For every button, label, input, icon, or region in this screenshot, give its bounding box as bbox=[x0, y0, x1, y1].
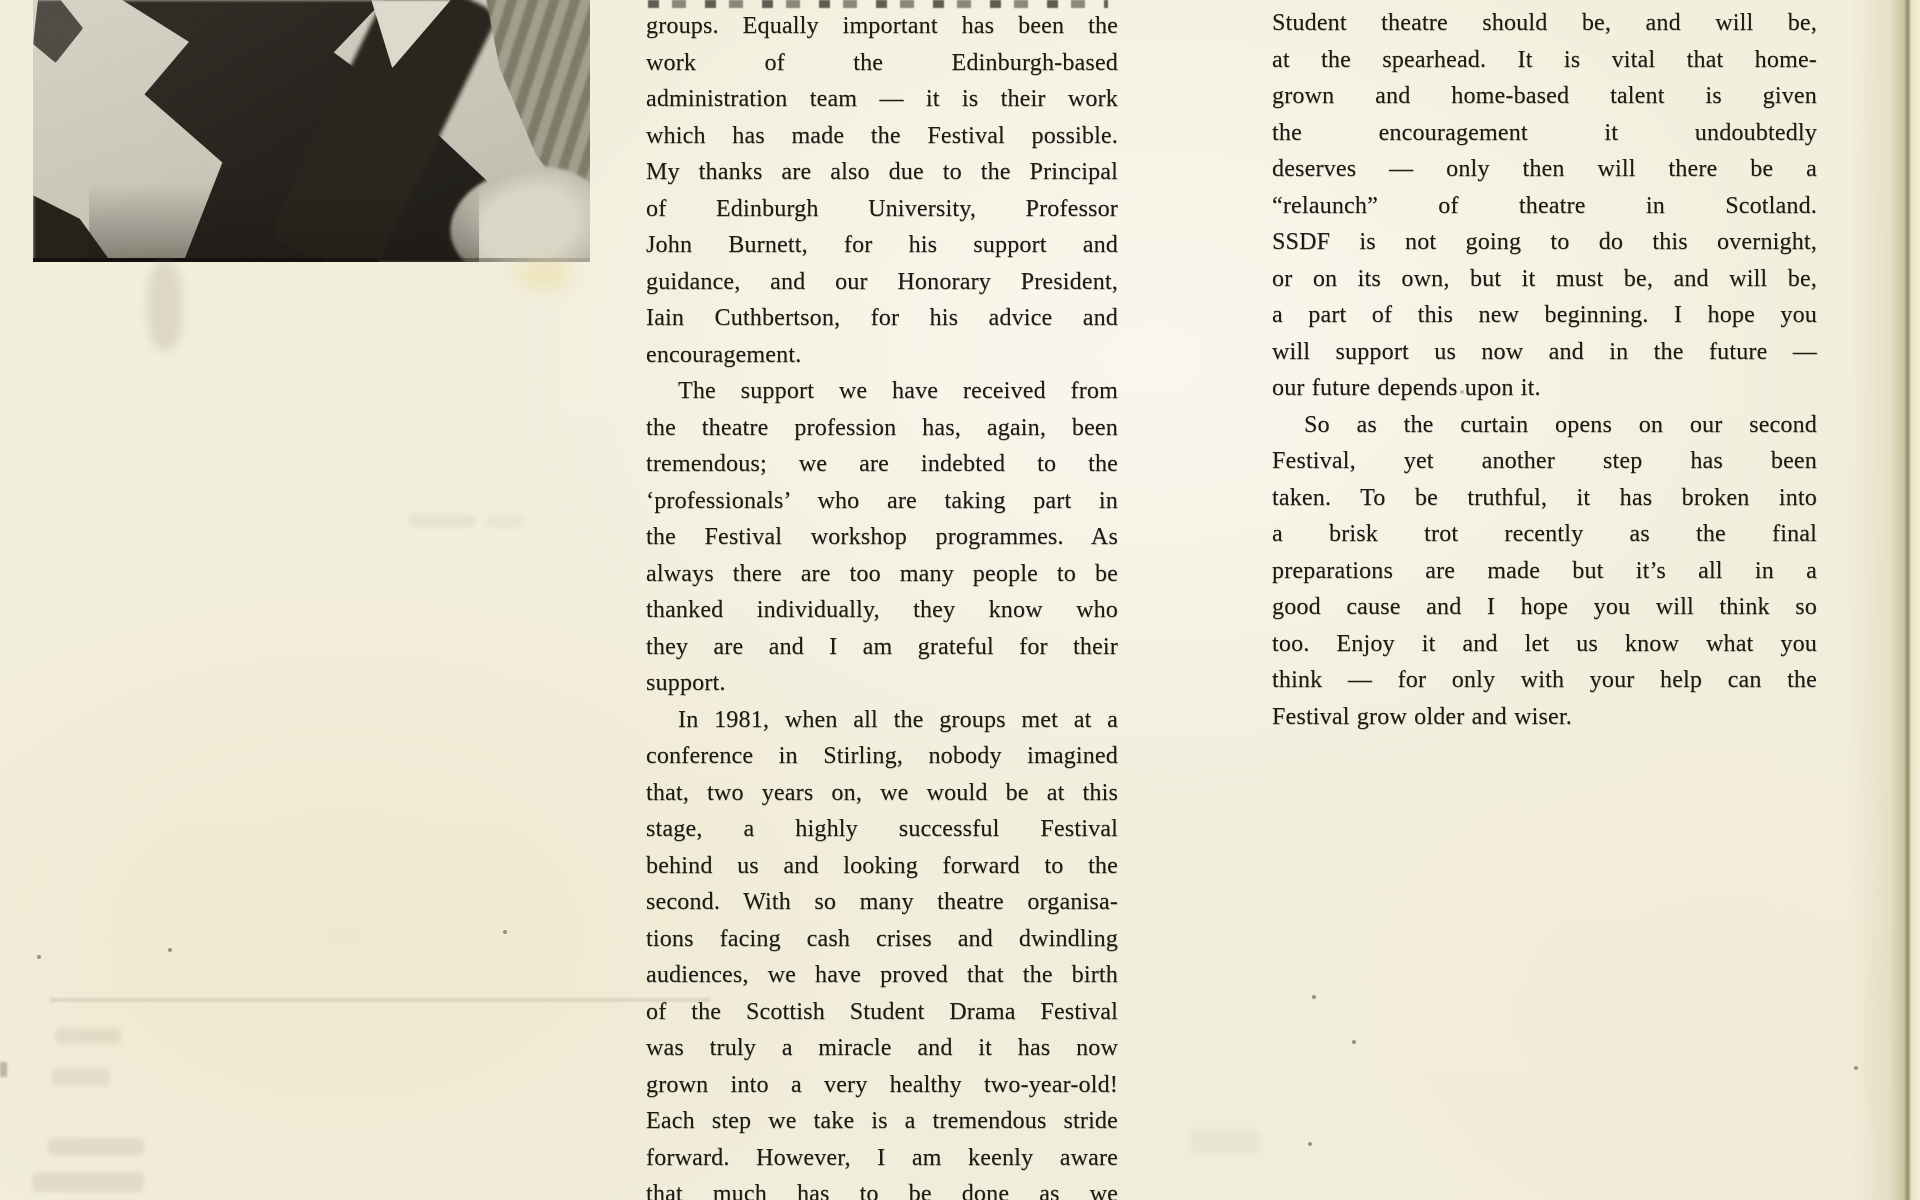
text-line: Festival, yet another step has been bbox=[1272, 448, 1817, 474]
paper-speck bbox=[1308, 1142, 1312, 1146]
text-line: preparations are made but it’s all in a bbox=[1272, 557, 1817, 584]
text-line: Student theatre should be, and will be, bbox=[1272, 10, 1817, 36]
text-line: that, two years on, we would be at this bbox=[646, 779, 1118, 806]
text-line: In 1981, when all the groups met at a bbox=[678, 706, 1118, 733]
text-line: of the Scottish Student Drama Festival bbox=[646, 998, 1118, 1025]
paper-speck bbox=[1352, 1040, 1356, 1044]
text-line: the encouragement it undoubtedly bbox=[1272, 119, 1817, 146]
text-column-middle bbox=[646, 8, 1118, 1200]
bleed-through-mark bbox=[1190, 1130, 1260, 1154]
text-line: Festival grow older and wiser. bbox=[1272, 703, 1572, 730]
paper-speck bbox=[37, 955, 41, 959]
text-line: at the spearhead. It is vital that home- bbox=[1272, 46, 1817, 73]
text-line: our future depends upon it. bbox=[1272, 375, 1541, 401]
text-line: too. Enjoy it and let us know what you bbox=[1272, 630, 1817, 657]
text-line: support. bbox=[646, 670, 726, 696]
bleed-through-mark bbox=[408, 514, 476, 527]
text-line: Each step we take is a tremendous stride bbox=[646, 1108, 1118, 1134]
text-line: will support us now and in the future — bbox=[1272, 338, 1817, 365]
paper-smudge bbox=[148, 262, 182, 350]
paper-edge-mark bbox=[0, 1062, 7, 1077]
text-line: always there are too many people to be bbox=[646, 560, 1118, 587]
text-line: or on its own, but it must be, and will be, bbox=[1272, 265, 1817, 292]
bleed-through-mark bbox=[32, 1172, 144, 1192]
bleed-through-mark bbox=[48, 1138, 144, 1156]
text-line: that much has to be done as we bbox=[646, 1181, 1118, 1200]
text-line: The support we have received from bbox=[678, 378, 1118, 404]
text-column-right bbox=[1272, 5, 1817, 735]
text-line: “relaunch” of theatre in Scotland. bbox=[1272, 192, 1817, 219]
text-line: administration team — it is their work bbox=[646, 86, 1118, 112]
text-line: audiences, we have proved that the birth bbox=[646, 962, 1118, 988]
text-line: tions facing cash crises and dwindling bbox=[646, 925, 1118, 952]
page-edge-shadow bbox=[1848, 0, 1920, 1200]
text-line: taken. To be truthful, it has broken into bbox=[1272, 484, 1817, 511]
text-line: guidance, and our Honorary President, bbox=[646, 268, 1118, 295]
paper-stain bbox=[488, 238, 600, 310]
text-line: the theatre profession has, again, been bbox=[646, 414, 1118, 441]
paper-speck bbox=[1460, 390, 1464, 394]
text-line: good cause and I hope you will think so bbox=[1272, 594, 1817, 620]
text-line: which has made the Festival possible. bbox=[646, 122, 1118, 149]
paper-speck bbox=[168, 948, 172, 952]
text-line: second. With so many theatre organisa- bbox=[646, 889, 1118, 915]
text-line: they are and I am grateful for their bbox=[646, 633, 1118, 660]
text-line: thanked individually, they know who bbox=[646, 597, 1118, 623]
text-line: a part of this new beginning. I hope you bbox=[1272, 302, 1817, 328]
text-line: ‘professionals’ who are taking part in bbox=[646, 487, 1118, 514]
text-line: deserves — only then will there be a bbox=[1272, 156, 1817, 182]
text-line: work of the Edinburgh-based bbox=[646, 49, 1118, 76]
photo-grain-texture bbox=[33, 0, 590, 262]
clipped-text-remnant bbox=[648, 0, 1108, 8]
text-line: grown and home-based talent is given bbox=[1272, 83, 1817, 109]
bleed-through-rule bbox=[50, 998, 710, 1002]
text-line: So as the curtain opens on our second bbox=[1304, 411, 1817, 438]
text-line: grown into a very healthy two-year-old! bbox=[646, 1071, 1118, 1098]
text-line: My thanks are also due to the Principal bbox=[646, 159, 1118, 185]
bleed-through-mark bbox=[55, 1028, 121, 1044]
text-line: tremendous; we are indebted to the bbox=[646, 451, 1118, 477]
text-line: behind us and looking forward to the bbox=[646, 852, 1118, 879]
text-line: groups. Equally important has been the bbox=[646, 13, 1118, 39]
text-line: the Festival workshop programmes. As bbox=[646, 524, 1118, 550]
paper-speck bbox=[1312, 995, 1316, 999]
text-line: Iain Cuthbertson, for his advice and bbox=[646, 305, 1118, 331]
text-line: a brisk trot recently as the final bbox=[1272, 521, 1817, 547]
text-line: encouragement. bbox=[646, 341, 802, 368]
text-line: John Burnett, for his support and bbox=[646, 232, 1118, 258]
text-line: of Edinburgh University, Professor bbox=[646, 195, 1118, 222]
text-line: conference in Stirling, nobody imagined bbox=[646, 743, 1118, 769]
text-line: forward. However, I am keenly aware bbox=[646, 1144, 1118, 1171]
paper-speck bbox=[503, 930, 507, 934]
photo-black-and-white bbox=[33, 0, 590, 262]
bleed-through-mark bbox=[52, 1068, 110, 1086]
text-line: think — for only with your help can the bbox=[1272, 667, 1817, 693]
text-line: was truly a miracle and it has now bbox=[646, 1035, 1118, 1061]
text-line: stage, a highly successful Festival bbox=[646, 816, 1118, 842]
text-line: SSDF is not going to do this overnight, bbox=[1272, 229, 1817, 255]
bleed-through-mark bbox=[486, 516, 524, 528]
